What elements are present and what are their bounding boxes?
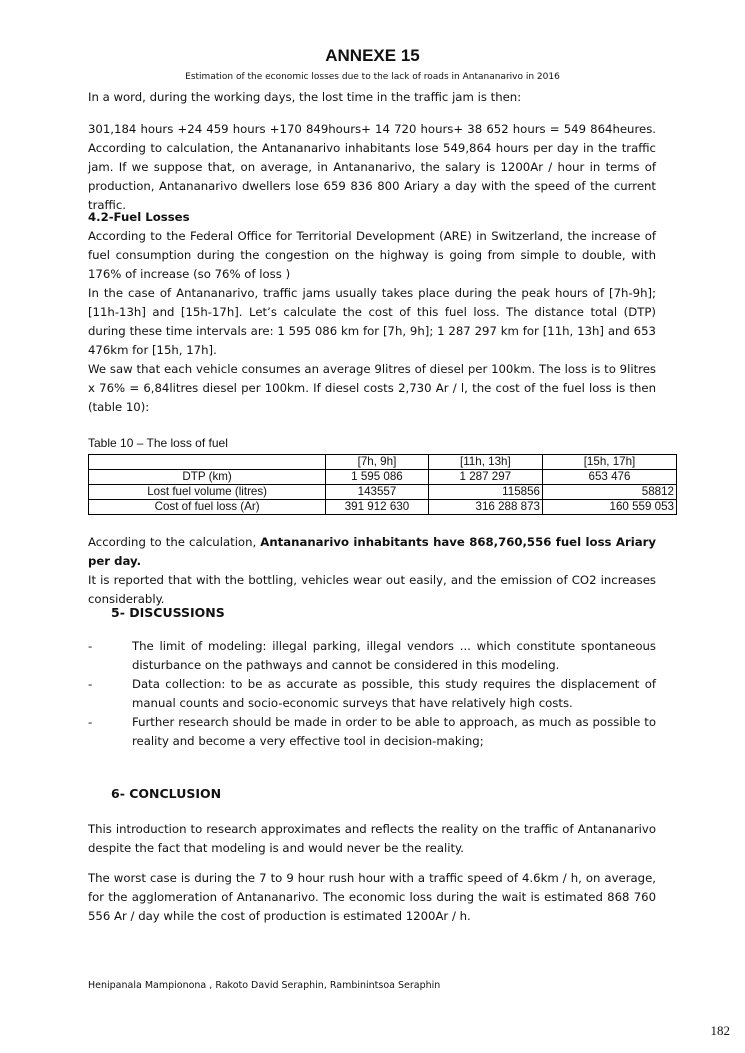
- table-cell: 653 476: [542, 470, 676, 485]
- table-cell: 1 595 086: [326, 470, 428, 485]
- column-header: [7h, 9h]: [326, 455, 428, 470]
- footer-authors: Henipanala Mampionona , Rakoto David Seraphin, Rambinintsoa Seraphin: [88, 980, 441, 991]
- list-item: [88, 637, 656, 675]
- table-cell: 115856: [428, 485, 542, 500]
- table-caption: Table 10 – The loss of fuel: [88, 436, 228, 450]
- table-cell: 160 559 053: [542, 500, 676, 515]
- fuel-section: [88, 208, 656, 417]
- conclusion-heading: 6- CONCLUSION: [111, 786, 222, 801]
- table-cell: 58812: [542, 485, 676, 500]
- table-cell: 316 288 873: [428, 500, 542, 515]
- result-paragraph: [88, 533, 656, 609]
- fuel-paragraph-2: In the case of Antananarivo, traffic jams usually takes place during the peak hours of [7h-9h]; [11h-13h] and [15h-17h]. Let’s calculate the cost of this fuel loss. The distance total (DTP) during these time intervals are: 1 595 086 km for [7h, 9h]; 1 287 297 km for [11h, 13h] and 653 476km for [15h, 17h].: [88, 286, 656, 357]
- row-label: DTP (km): [89, 470, 326, 485]
- result-rest: It is reported that with the bottling, vehicles wear out easily, and the emission of CO2 increases considerably.: [88, 573, 656, 606]
- dash-marker: -: [88, 639, 93, 653]
- result-highlight: Antananarivo inhabitants have 868,760,556 fuel loss Ariary per day.: [88, 535, 656, 568]
- discussions-list: [88, 637, 656, 751]
- dash-marker: -: [88, 715, 93, 729]
- page-subtitle: Estimation of the economic losses due to the lack of roads in Antananarivo in 2016: [185, 72, 560, 82]
- fuel-loss-table: [88, 454, 677, 515]
- discussions-heading: 5- DISCUSSIONS: [111, 605, 225, 620]
- table-row: [89, 470, 677, 485]
- discussion-item-text: Data collection: to be as accurate as possible, this study requires the displacement of manual counts and socio-economic surveys that have relatively high costs.: [132, 677, 656, 710]
- column-header: [11h, 13h]: [428, 455, 542, 470]
- column-header: [15h, 17h]: [542, 455, 676, 470]
- table-header-row: [89, 455, 677, 470]
- result-lead: According to the calculation,: [88, 535, 261, 549]
- row-label: Cost of fuel loss (Ar): [89, 500, 326, 515]
- time-loss-paragraph: 301,184 hours +24 459 hours +170 849hours+ 14 720 hours+ 38 652 hours = 549 864heures. According to calculation, the Antananarivo inhabitants lose 549,864 hours per day in the traffic jam. If we suppose that, on average, in Antananarivo, the salary is 1200Ar / hour in terms of production, Antananarivo dwellers lose 659 836 800 Ariary a day with the speed of the current traffic.: [88, 122, 656, 212]
- fuel-paragraph-3: We saw that each vehicle consumes an average 9litres of diesel per 100km. The loss is to 9litres x 76% = 6,84litres diesel per 100km. If diesel costs 2,730 Ar / l, the cost of the fuel loss is then (table 10):: [88, 362, 656, 414]
- discussion-item-text: The limit of modeling: illegal parking, illegal vendors ... which constitute spontaneous disturbance on the pathways and cannot be considered in this modeling.: [132, 639, 656, 672]
- conclusion-paragraph-1: This introduction to research approximates and reflects the reality on the traffic of Antananarivo despite the fact that modeling is and would never be the reality.: [88, 822, 656, 855]
- table-cell: 143557: [326, 485, 428, 500]
- list-item: [88, 675, 656, 713]
- table-corner-cell: [89, 455, 326, 470]
- dash-marker: -: [88, 677, 93, 691]
- conclusion-paragraph-2: The worst case is during the 7 to 9 hour rush hour with a traffic speed of 4.6km / h, on average, for the agglomeration of Antananarivo. The economic loss during the wait is estimated 868 760 556 Ar / day while the cost of production is estimated 1200Ar / h.: [88, 871, 656, 923]
- table-cell: 391 912 630: [326, 500, 428, 515]
- intro-paragraph: In a word, during the working days, the lost time in the traffic jam is then:: [88, 90, 522, 104]
- fuel-section-heading: 4.2-Fuel Losses: [88, 210, 190, 224]
- discussion-item-text: Further research should be made in order to be able to approach, as much as possible to reality and become a very effective tool in decision-making;: [132, 715, 656, 748]
- table-cell: 1 287 297: [428, 470, 542, 485]
- table-row: [89, 500, 677, 515]
- table-row: [89, 485, 677, 500]
- list-item: [88, 713, 656, 751]
- page-title: ANNEXE 15: [325, 46, 420, 65]
- fuel-paragraph-1: According to the Federal Office for Territorial Development (ARE) in Switzerland, the increase of fuel consumption during the congestion on the highway is going from simple to double, with 176% of increase (so 76% of loss ): [88, 229, 656, 281]
- row-label: Lost fuel volume (litres): [89, 485, 326, 500]
- page-number: 182: [710, 1023, 730, 1038]
